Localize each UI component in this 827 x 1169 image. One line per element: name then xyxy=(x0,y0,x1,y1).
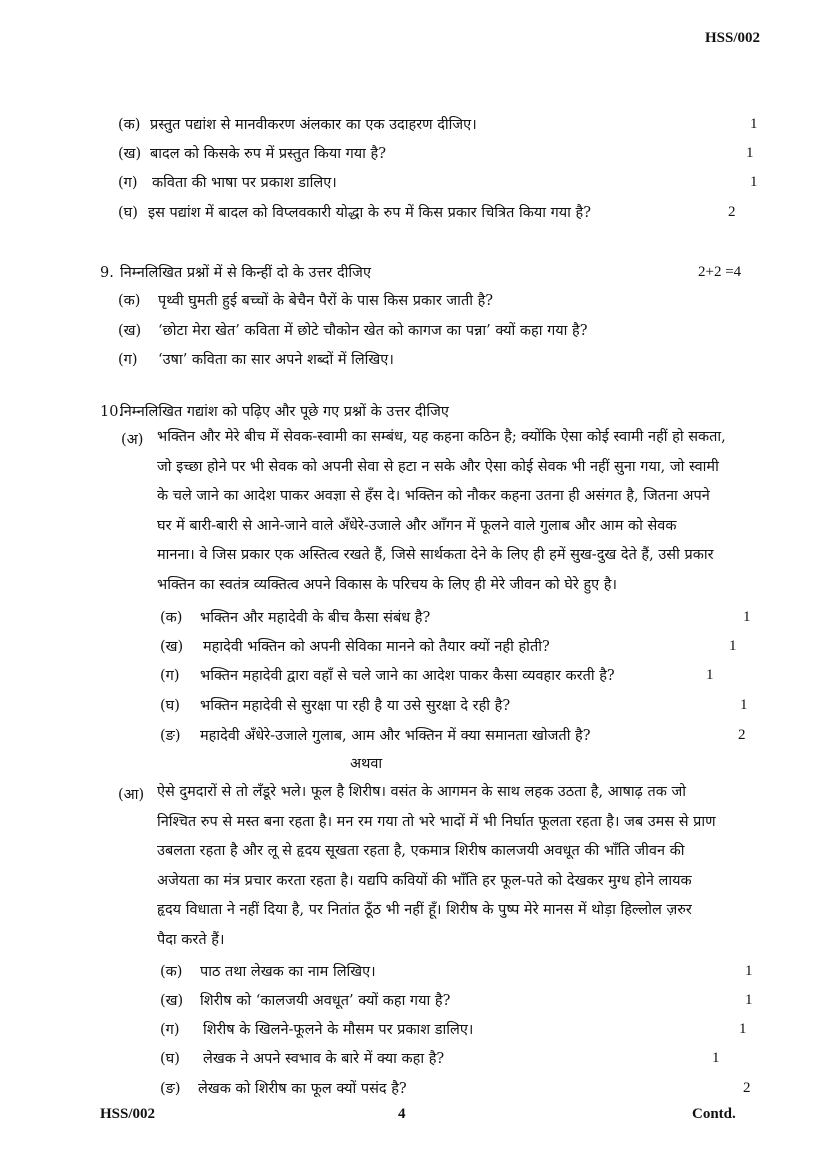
q10-part-b-passage: ऐसे दुमदारों से तो लँडूरे भले। फूल है शिरीष। वसंत के आगमन के साथ लहक उठता है, आषाढ़ तक जो निश्चित रुप से मस्त बना रहता है। मन रम गया तो भरे भादों में भी निर्घात फूलता रहता है। जब उमस से प्राण उबलता रहता है और लू से हृदय सूखता रहता है, एकमात्र शिरीष कालजयी अवधूत की भाँति जीवन की अजेयता का मंत्र प्रचार करता रहता है। यद्यपि कवियों की भाँति हर फूल-पते को देखकर मुग्ध होने लायक हृदय विधाता ने नहीं दिया है, पर नितांत ठूँठ भी नहीं हूँ। शिरीष के पुष्प मेरे मानस में थोड़ा हिल्लोल ज़रुर पैदा करते हैं। xyxy=(157,784,716,948)
q10a-marks-ga: 1 xyxy=(706,667,714,683)
header-code: HSS/002 xyxy=(705,30,761,46)
q10a-marks-nga: 2 xyxy=(738,727,746,743)
q10a-marks-ka: 1 xyxy=(743,609,751,625)
q10a-marks-kha: 1 xyxy=(729,638,737,654)
q10a-question-ga: (ग) भक्तिन महादेवी द्वारा वहाँ से चले जाने का आदेश पाकर कैसा व्यवहार करती है? xyxy=(160,668,615,684)
q10-heading xyxy=(100,401,449,421)
q8-subpart-ga: (ग) कविता की भाषा पर प्रकाश डालिए। xyxy=(118,175,337,191)
q10-part-b-label: (आ) xyxy=(118,787,145,803)
q9-text: निम्नलिखित प्रश्नों में से किन्हीं दो के उत्तर दीजिए xyxy=(120,265,371,281)
q10b-question-kha: (ख) शिरीष को ‘कालजयी अवधूत’ क्यों कहा गया है? xyxy=(160,993,451,1009)
or-separator: अथवा xyxy=(350,756,383,772)
q8-subpart-ka: (क) प्रस्तुत पद्यांश से मानवीकरण अंलकार का एक उदाहरण दीजिए। xyxy=(118,117,477,133)
q10-part-a-label: (अ) xyxy=(121,432,144,448)
page-number: 4 xyxy=(398,1106,406,1122)
q10-number: 10. xyxy=(100,404,124,420)
q8-marks-kha: 1 xyxy=(746,145,754,161)
q10b-question-gha: (घ) लेखक ने अपने स्वभाव के बारे में क्या कहा है? xyxy=(160,1051,445,1067)
q10a-question-gha: (घ) भक्तिन महादेवी से सुरक्षा पा रही है या उसे सुरक्षा दे रही है? xyxy=(160,698,511,714)
q10b-marks-ka: 1 xyxy=(745,963,753,979)
continued-label: Contd. xyxy=(692,1106,736,1122)
q10-text: निम्नलिखित गद्यांश को पढ़िए और पूछे गए प्रश्नों के उत्तर दीजिए xyxy=(120,404,449,420)
q8-marks-ka: 1 xyxy=(750,116,758,132)
q10-part-a-passage: भक्तिन और मेरे बीच में सेवक-स्वामी का सम्बंध, यह कहना कठिन है; क्योंकि ऐसा कोई स्वामी नहीं हो सकता, जो इच्छा होने पर भी सेवक को अपनी सेवा से हटा न सके और ऐसा कोई सेवक भी नहीं सुना गया, जो स्वामी के चले जाने का आदेश पाकर अवज्ञा से हँस दे। भक्तिन को नौकर कहना उतना ही असंगत है, जितना अपने घर में बारी-बारी से आने-जाने वाले अँधेरे-उजाले और आँगन में फूलने वाले गुलाब और आम को सेवक मानना। वे जिस प्रकार एक अस्तित्व रखते हैं, जिसे सार्थकता देने के लिए ही हमें सुख-दुख देते हैं, उसी प्रकार भक्तिन का स्वतंत्र व्यक्तित्व अपने विकास के परिचय के लिए ही मेरे जीवन को घेरे हुए है। xyxy=(157,429,726,593)
q10a-question-nga: (ङ) महादेवी अँधेरे-उजाले गुलाब, आम और भक्तिन में क्या समानता खोजती है? xyxy=(160,728,591,744)
footer-code: HSS/002 xyxy=(100,1106,156,1122)
q10a-marks-gha: 1 xyxy=(740,697,748,713)
q9-heading xyxy=(100,262,371,282)
q10b-question-nga: (ङ) लेखक को शिरीष का फूल क्यों पसंद है? xyxy=(160,1081,407,1097)
q8-marks-ga: 1 xyxy=(750,174,758,190)
q8-subpart-kha: (ख) बादल को किसके रुप में प्रस्तुत किया गया है? xyxy=(118,146,387,162)
q10b-question-ka: (क) पाठ तथा लेखक का नाम लिखिए। xyxy=(160,964,376,980)
q10b-marks-kha: 1 xyxy=(745,992,753,1008)
q9-number: 9. xyxy=(100,265,114,281)
q9-subpart-ka: (क) पृथ्वी घुमती हुई बच्चों के बेचैन पैरों के पास किस प्रकार जाती है? xyxy=(118,293,494,309)
q9-subpart-kha: (ख) ‘छोटा मेरा खेत’ कविता में छोटे चौकोन खेत को कागज का पन्ना’ क्यों कहा गया है? xyxy=(118,323,588,339)
q9-subpart-ga: (ग) ‘उषा’ कविता का सार अपने शब्दों में लिखिए। xyxy=(118,352,394,368)
q9-marks: 2+2 =4 xyxy=(698,264,742,280)
q10b-marks-ga: 1 xyxy=(739,1021,747,1037)
q8-subpart-gha: (घ) इस पद्यांश में बादल को विप्लवकारी योद्धा के रुप में किस प्रकार चित्रित किया गया है? xyxy=(118,205,592,221)
q10b-marks-gha: 1 xyxy=(712,1050,720,1066)
q8-marks-gha: 2 xyxy=(728,204,736,220)
q10b-question-ga: (ग) शिरीष के खिलने-फूलने के मौसम पर प्रकाश डालिए। xyxy=(160,1022,474,1038)
q10b-marks-nga: 2 xyxy=(743,1080,751,1096)
q10a-question-ka: (क) भक्तिन और महादेवी के बीच कैसा संबंध है? xyxy=(160,610,431,626)
q10a-question-kha: (ख) महादेवी भक्तिन को अपनी सेविका मानने को तैयार क्यों नही होती? xyxy=(160,639,550,655)
